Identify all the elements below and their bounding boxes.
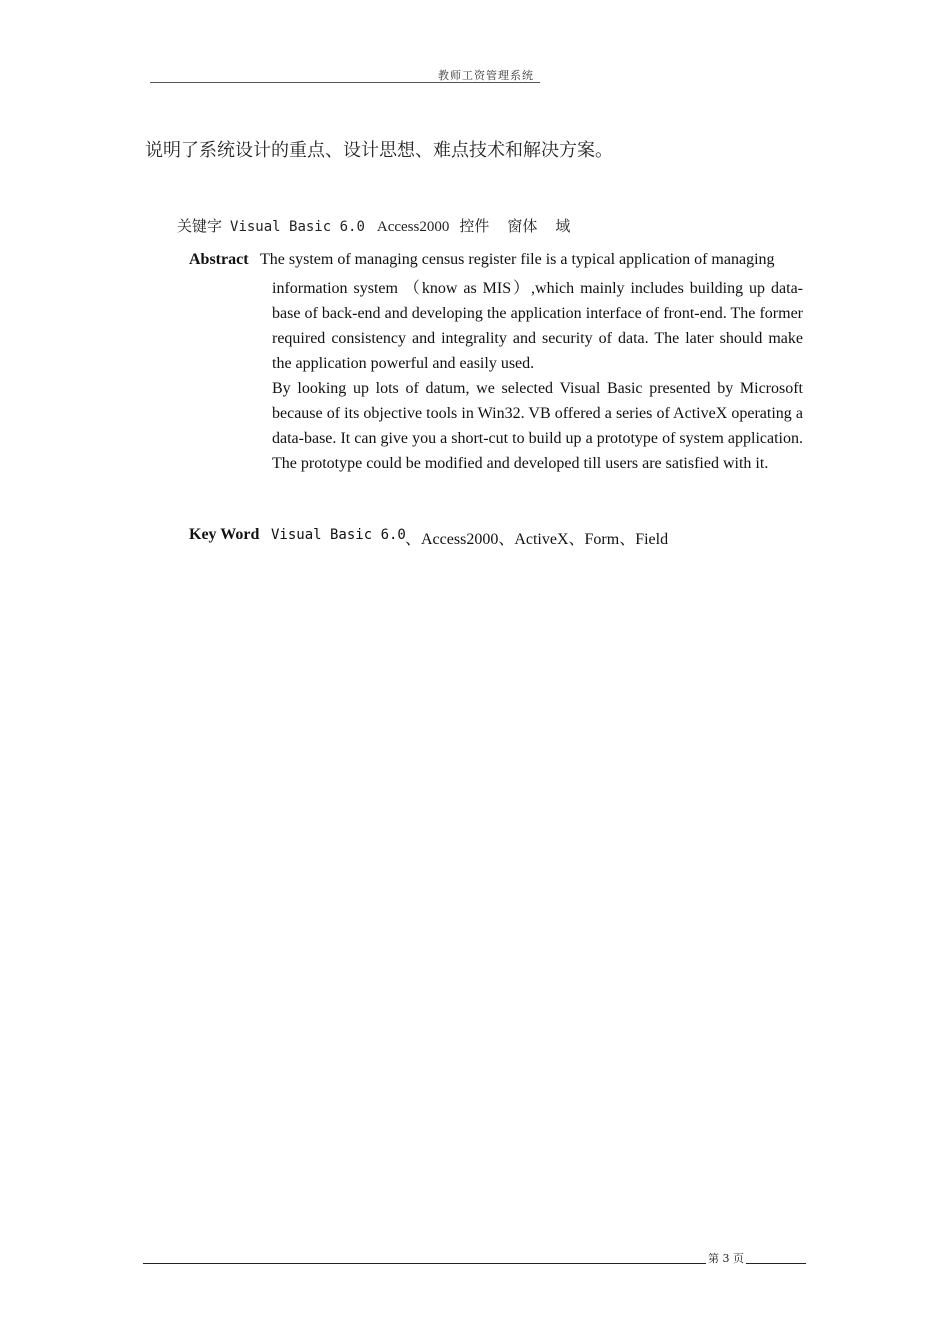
chinese-keyword-control: 控件 [459, 217, 490, 235]
intro-text: 说明了系统设计的重点、设计思想、难点技术和解决方案。 [145, 140, 613, 161]
chinese-keywords [177, 215, 570, 236]
keywords-label: Key Word [189, 526, 260, 543]
abstract-body [272, 276, 803, 476]
abstract-paragraph-1: information system （know as MIS）,which mainly includes building up data-base of back-end and developing the application interface of front-end. The former required consistency and integrality and security of data. The later should make the application powerful and easily used. [272, 280, 803, 372]
page-number: 第 3 页 [708, 1252, 744, 1265]
header-title: 教师工资管理系统 [438, 69, 534, 82]
keyword-vb: Visual Basic 6.0 [271, 527, 406, 543]
abstract-label: Abstract [189, 251, 249, 268]
abstract-paragraph-2: By looking up lots of datum, we selected Visual Basic presented by Microsoft because of its objective tools in Win32. VB offered a series of ActiveX operating a data-base. It can give you a short-cut to build up a prototype of system application. The prototype could be modified and developed till users are satisfied with it. [272, 380, 803, 472]
chinese-keyword-access: Access2000 [376, 219, 450, 235]
keywords-list: 、Access2000、ActiveX、Form、Field [405, 531, 669, 548]
chinese-keyword-form: 窗体 [507, 217, 538, 235]
chinese-keyword-vb: Visual Basic 6.0 [230, 219, 365, 235]
abstract-first-line: The system of managing census register file is a typical application of managing [260, 251, 775, 268]
chinese-keywords-label: 关键字 [177, 217, 223, 235]
chinese-keyword-field: 域 [555, 217, 571, 235]
